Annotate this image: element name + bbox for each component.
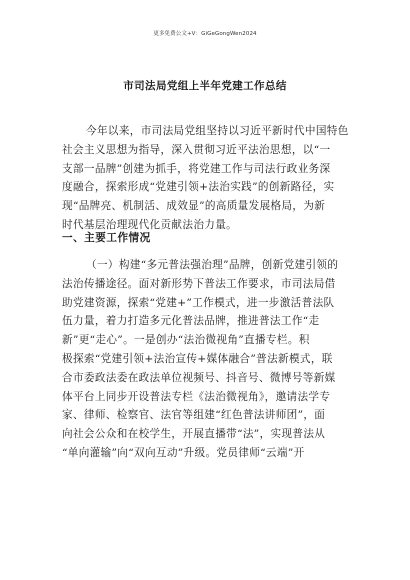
header-note: 更多免费公文+V：GiGeGongWen2024 [153, 31, 257, 37]
section-heading: 一、主要工作情况 [62, 232, 151, 244]
paragraph-line: 助党建资源，探索“党建+”工作模式，进一步激活普法队 [62, 296, 335, 309]
paragraph-line: 现“品牌亮、机制活、成效显”的高质量发展格局，为新 [62, 200, 326, 213]
paragraph-line: 伍力量，着力打造多元化普法品牌，推进普法工作“走 [62, 315, 320, 328]
paragraph-line: 时代基层治理现代化贡献法治力量。 [62, 218, 238, 231]
paragraph-line: 家、律师、检察官、法官等组建“红色普法讲师团”，面 [62, 409, 326, 422]
paragraph-line: 社会主义思想为指导，深入贯彻习近平法治思想，以“一 [62, 143, 331, 156]
paragraph-line: 今年以来，市司法局党组坚持以习近平新时代中国特色 [86, 125, 349, 137]
paragraph-line: 向社会公众和在校学生，开展直播带“法”，实现普法从 [62, 428, 326, 441]
paragraph-line: 新”更“走心”。一是创办“法治微视角”直播专栏。积 [62, 334, 310, 347]
paragraph-line: 合市委政法委在政法单位视频号、抖音号、微博号等新媒 [62, 371, 336, 384]
paragraph-line: 度融合，探索形成“党建引领+法治实践”的创新路径，实 [62, 181, 335, 194]
paragraph-line: 法治传播途径。面对新形势下普法工作要求，市司法局借 [62, 277, 336, 290]
paragraph-line: “单向灌输”向“双向互动”升级。党员律师“云端”开 [62, 446, 305, 459]
section-paragraph [62, 256, 350, 463]
paragraph-line: 极探索“党建引领+法治宣传+媒体融合”普法新模式，联 [62, 352, 333, 365]
paragraph-line: 支部一品牌”创建为抓手，将党建工作与司法行政业务深 [62, 162, 331, 175]
document-title: 市司法局党组上半年党建工作总结 [123, 80, 287, 92]
paragraph-line: （一）构建“多元普法强治理”品牌，创新党建引领的 [86, 259, 339, 271]
paragraph-line: 体平台上同步开设普法专栏《法治微视角》，邀请法学专 [62, 390, 331, 403]
intro-paragraph [62, 122, 350, 235]
